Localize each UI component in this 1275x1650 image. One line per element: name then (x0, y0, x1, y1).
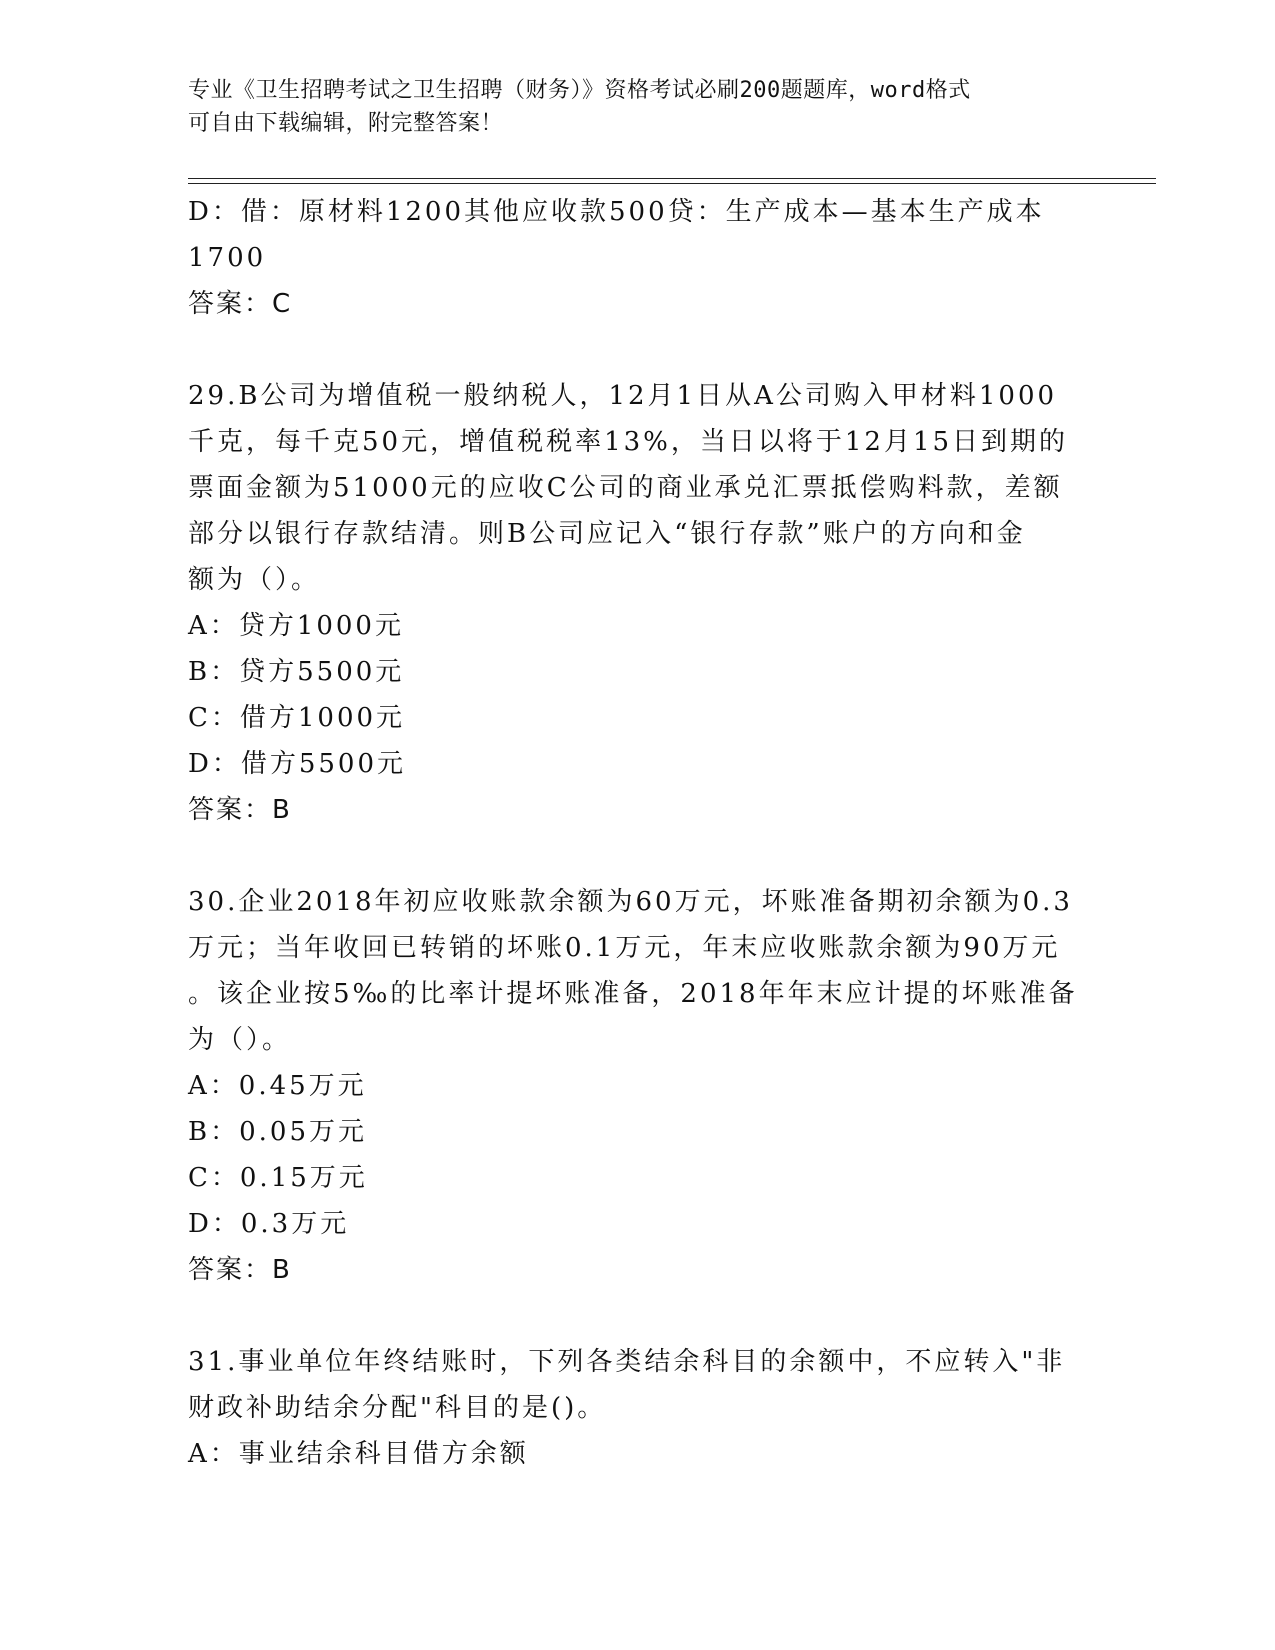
option-b: B：0.05万元 (188, 1117, 367, 1147)
option-d: D：0.3万元 (188, 1209, 350, 1239)
option-c: C：0.15万元 (188, 1163, 368, 1193)
question-text-line: 财政补助结余分配"科目的是()。 (188, 1393, 607, 1423)
question-text-line: 31.事业单位年终结账时，下列各类结余科目的余额中，不应转入"非 (188, 1347, 1066, 1377)
question-text-line: 额为（）。 (188, 565, 321, 595)
question-text-line: 万元；当年收回已转销的坏账0.1万元，年末应收账款余额为90万元 (188, 933, 1061, 963)
question-text-line: 为（）。 (188, 1025, 292, 1055)
question-text-line: 部分以银行存款结清。则B公司应记入“银行存款”账户的方向和金 (188, 519, 1026, 549)
option-c: C：借方1000元 (188, 703, 406, 733)
answer-label: 答案：B (188, 1255, 292, 1285)
question-text-line: 。该企业按5‰的比率计提坏账准备，2018年年末应计提的坏账准备 (188, 979, 1078, 1009)
spacer (188, 327, 1088, 373)
spacer (188, 1293, 1088, 1339)
question-text-line: 29.B公司为增值税一般纳税人，12月1日从A公司购入甲材料1000 (188, 381, 1058, 411)
header-title-line-1: 专业《卫生招聘考试之卫生招聘（财务）》资格考试必刷200题题库，word格式 (188, 78, 971, 103)
question-text-line: 票面金额为51000元的应收C公司的商业承兑汇票抵偿购料款，差额 (188, 473, 1063, 503)
spacer (188, 833, 1088, 879)
answer-label: 答案：C (188, 289, 293, 319)
question-text-line: 30.企业2018年初应收账款余额为60万元，坏账准备期初余额为0.3 (188, 887, 1073, 917)
question-31 (188, 1339, 1088, 1477)
question-30 (188, 879, 1088, 1293)
option-d-line-2: 1700 (188, 243, 267, 273)
question-29 (188, 373, 1088, 833)
document-body (188, 189, 1088, 1477)
option-d-line-1: D：借：原材料1200其他应收款500贷：生产成本—基本生产成本 (188, 197, 1045, 227)
answer-label: 答案：B (188, 795, 292, 825)
option-a: A：事业结余科目借方余额 (188, 1439, 529, 1469)
document-header (188, 74, 1068, 140)
header-divider-bottom (188, 183, 1156, 184)
header-divider-top (188, 178, 1156, 179)
header-title-line-2: 可自由下载编辑，附完整答案！ (188, 111, 504, 136)
option-a: A：贷方1000元 (188, 611, 404, 641)
option-d: D：借方5500元 (188, 749, 407, 779)
option-a: A：0.45万元 (188, 1071, 367, 1101)
question-text-line: 千克，每千克50元，增值税税率13%，当日以将于12月15日到期的 (188, 427, 1069, 457)
option-b: B：贷方5500元 (188, 657, 405, 687)
